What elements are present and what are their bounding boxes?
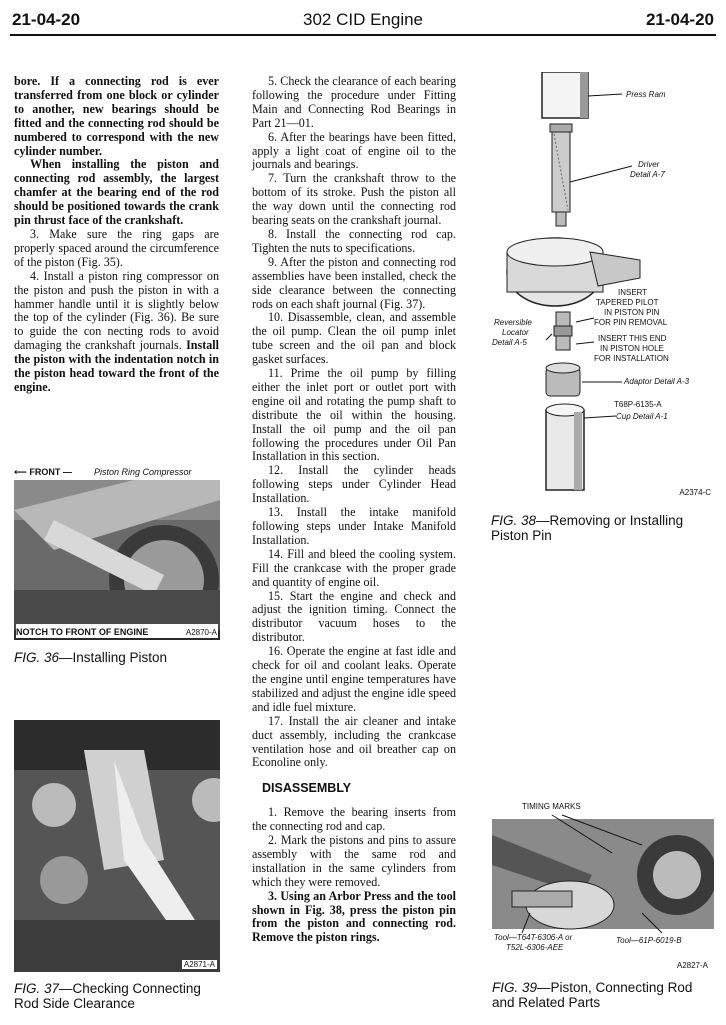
fig36-title: —Installing Piston: [59, 650, 168, 665]
fig36-number: FIG. 36: [14, 650, 60, 665]
fig39-caption: [492, 980, 714, 1010]
fig39-tool2-label: Tool—61P-6019-B: [616, 936, 682, 945]
fig37-caption: [14, 981, 224, 1011]
paragraph: 7. Turn the crankshaft throw to the bottom of its stroke. Push the piston all the way down until the connecting rod bearing seats on the crankshaft journal.: [252, 171, 456, 228]
fig38-piston-hole-label: IN PISTON HOLE: [600, 344, 664, 353]
fig38-tapered-pilot-label: TAPERED PILOT: [596, 298, 659, 307]
column-2: [252, 75, 456, 945]
fig38-pin-removal-label: FOR PIN REMOVAL: [594, 318, 668, 327]
fig38-tool-number-label: T68P-6135-A: [614, 400, 662, 409]
paragraph: 16. Operate the engine at fast idle and check for oil and coolant leaks. Operate the engine until engine temperatures have stabilized and adjust the engine idle speed and idle fuel mixture.: [252, 644, 456, 714]
fig36-notch-label: NOTCH TO FRONT OF ENGINE: [16, 627, 149, 637]
paragraph: 6. After the bearings have been fitted, apply a light coat of engine oil to the journals and bearings.: [252, 129, 456, 172]
header-page-left: 21-04-20: [12, 10, 81, 29]
paragraph-bold: Install the piston with the indentation notch in the piston head toward the front of the engine.: [14, 338, 219, 394]
paragraph: 15. Start the engine and check and adjust the ignition timing. Connect the distributor vacuum hoses to the distributor.: [252, 588, 456, 645]
fig38-locator-detail-label: Detail A-5: [492, 338, 527, 347]
paragraph: 1. Remove the bearing inserts from the connecting rod and cap.: [252, 805, 456, 834]
fig37-title: —Checking Connecting Rod Side Clearance: [14, 981, 201, 1011]
fig39-code: A2827-A: [676, 961, 708, 970]
fig36-illustration: [14, 480, 220, 640]
fig38-reversible-label: Reversible: [494, 318, 532, 327]
fig38-code: A2374-C: [679, 488, 711, 497]
fig39-tool1-label: Tool—T64T-6306-A or: [494, 933, 573, 942]
header-title: 302 CID Engine: [302, 10, 424, 29]
fig39-title: —Piston, Connecting Rod and Related Parts: [492, 980, 693, 1010]
paragraph: 2. Mark the pistons and pins to assure assembly with the same rod and installation in the same cylinders from which they were removed.: [252, 833, 456, 889]
paragraph: 10. Disassemble, clean, and assemble the oil pump. Clean the oil pump inlet tube screen and the oil pan and block gasket surfaces.: [252, 310, 456, 367]
paragraph: When installing the piston and connecting rod assembly, the largest chamfer at the bearing end of the rod should be positioned towards the crank pin thrust face of the crankshaft.: [14, 157, 219, 228]
paragraph: 14. Fill and bleed the cooling system. Fill the crankcase with the proper grade and quantity of engine oil.: [252, 546, 456, 589]
fig38-cup-label: Cup Detail A-1: [616, 412, 668, 421]
paragraph: 17. Install the air cleaner and intake duct assembly, including the crankcase ventilation hose and oil breather cap on Econoline only.: [252, 713, 456, 770]
fig38-in-piston-pin-label: IN PISTON PIN: [604, 308, 660, 317]
paragraph: bore. If a connecting rod is ever transferred from one block or cylinder to another, new bearings should be fitted and the connecting rod should be numbered to correspond with the new cylinder number.: [14, 74, 219, 158]
fig38-drawing: [490, 72, 715, 502]
paragraph: 11. Prime the oil pump by filling either the inlet port or outlet port with engine oil and rotating the pump shaft to distribute the oil within the housing. Install the oil pump and the oil pan following the procedures under Oil Pan Installation in this section.: [252, 366, 456, 464]
fig38-illustration: [490, 72, 715, 502]
fig37-code: A2871-A: [183, 960, 215, 969]
fig38-driver-label: Driver: [638, 160, 660, 169]
column-1: [14, 75, 219, 395]
fig38-adaptor-label: Adaptor Detail A-3: [624, 377, 690, 386]
paragraph-text: 4. Install a piston ring compressor on the piston and push the piston in with a hammer handle until it is slightly below the top of the cylinder (Fig. 36). Be sure to guide the con necting rods to avoid damaging the crankshaft journals.: [14, 268, 219, 353]
fig37-photo: [14, 720, 220, 972]
section-heading-disassembly: DISASSEMBLY: [262, 781, 352, 796]
fig36-front-label: ⟵ FRONT —: [14, 467, 72, 477]
fig36-photo: [14, 480, 220, 640]
header-rule: [10, 34, 716, 36]
paragraph: 9. After the piston and connecting rod assemblies have been installed, check the side clearance between the connecting rods on each shaft journal (Fig. 37).: [252, 254, 456, 311]
fig38-installation-label: FOR INSTALLATION: [594, 354, 669, 363]
paragraph: 3. Using an Arbor Press and the tool shown in Fig. 38, press the piston pin from the piston and connecting rod. Remove the piston rings.: [252, 888, 456, 945]
fig37-illustration: [14, 720, 220, 972]
paragraph: 12. Install the cylinder heads following steps under Cylinder Head Installation.: [252, 463, 456, 506]
fig39-number: FIG. 39: [492, 980, 538, 995]
fig38-press-ram-label: Press Ram: [626, 90, 666, 99]
fig38-caption: [491, 513, 713, 543]
fig39-illustration: [492, 795, 714, 973]
fig38-number: FIG. 38: [491, 513, 537, 528]
fig36-caption: [14, 650, 219, 665]
fig38-driver-detail-label: Detail A-7: [630, 170, 665, 179]
fig38-title: —Removing or Installing Piston Pin: [491, 513, 684, 543]
paragraph: 3. Make sure the ring gaps are properly spaced around the circumference of the piston (Fig. 35).: [14, 226, 219, 269]
header-page-right: 21-04-20: [645, 10, 714, 29]
fig37-number: FIG. 37: [14, 981, 60, 996]
fig36-code: A2870-A: [185, 628, 217, 637]
fig38-insert-label: INSERT: [618, 288, 648, 297]
paragraph: 5. Check the clearance of each bearing following the procedure under Fitting Main and Connecting Rod Bearings in Part 21—01.: [252, 74, 456, 130]
paragraph: 8. Install the connecting rod cap. Tighten the nuts to specifications.: [252, 226, 456, 255]
paragraph: [14, 270, 219, 395]
page-header: [12, 8, 714, 34]
fig39-timing-label: TIMING MARKS: [522, 802, 581, 811]
paragraph: 13. Install the intake manifold following steps under Intake Manifold Installation.: [252, 505, 456, 547]
fig39-tool1-alt-label: T52L-6306-AEE: [506, 943, 564, 952]
fig38-locator-label: Locator: [502, 328, 529, 337]
fig38-insert-end-label: INSERT THIS END: [598, 334, 667, 343]
fig36-compressor-label: Piston Ring Compressor: [94, 467, 192, 477]
